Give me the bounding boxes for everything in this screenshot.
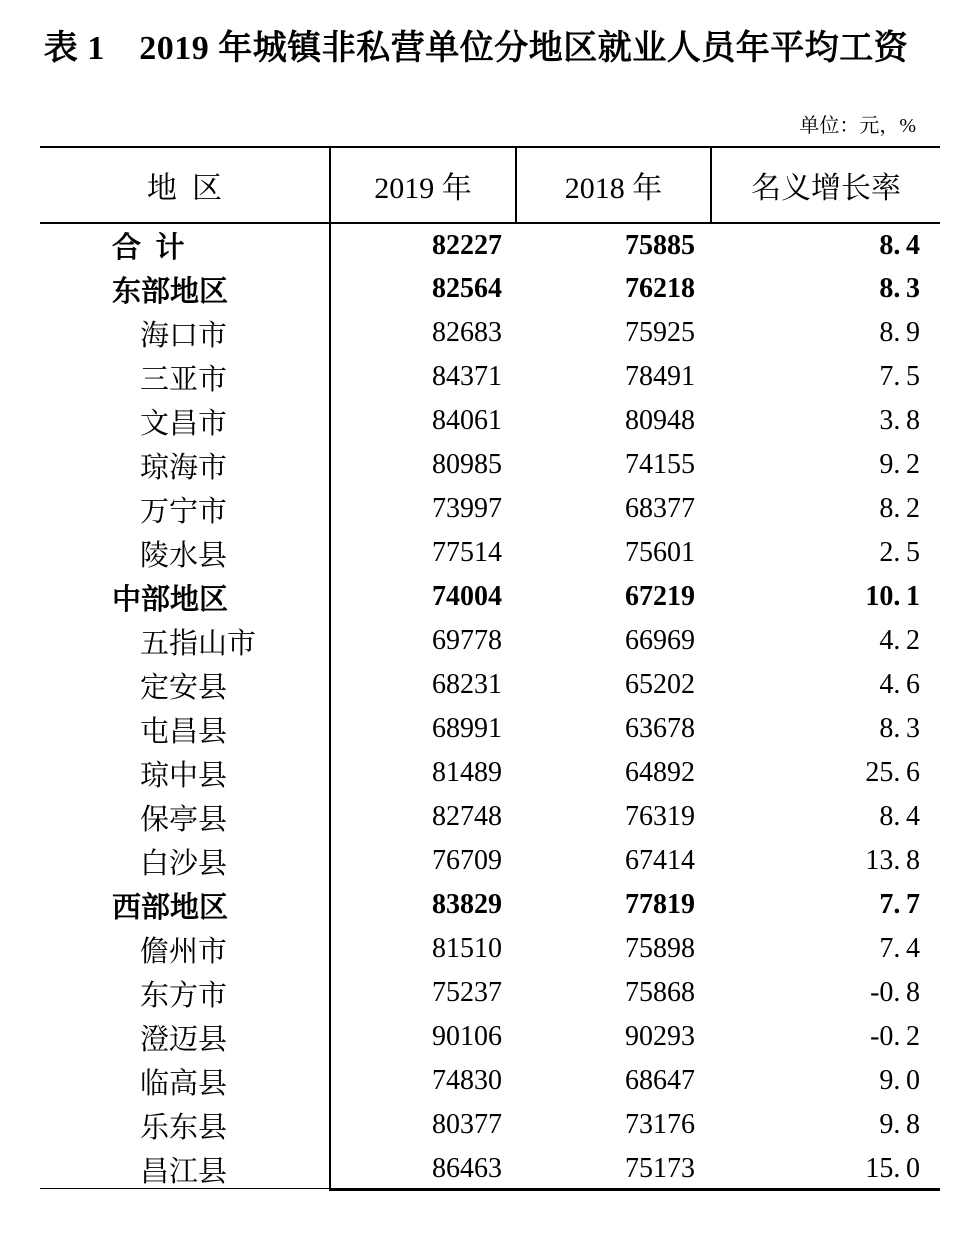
region-cell: 五指山市 [40,619,330,663]
table-bottom-rule-right [330,1188,940,1191]
value-2018-cell: 63678 [625,713,695,744]
table-row [40,971,940,1015]
value-2018-cell: 68377 [625,493,695,524]
value-2018-cell: 75601 [625,537,695,568]
value-2018-cell: 75925 [625,317,695,348]
value-2019-cell: 73997 [432,493,502,524]
value-2019-cell: 81510 [432,933,502,964]
region-cell: 陵水县 [40,531,330,575]
value-2019-cell: 68231 [432,669,502,700]
table-row [40,223,940,267]
table-row [40,839,940,883]
value-2018-cell: 67219 [625,581,695,612]
region-cell: 定安县 [40,663,330,707]
wage-table [40,146,940,1191]
growth-rate-cell: 7. 5 [879,361,920,392]
value-2019-cell: 77514 [432,537,502,568]
region-cell: 东部地区 [40,267,330,311]
value-2019-cell: 74004 [432,581,502,612]
table-row [40,1103,940,1147]
table-row [40,795,940,839]
wage-table-grid [40,146,940,1191]
growth-rate-cell: -0. 2 [870,1021,920,1052]
growth-rate-cell: 7. 4 [879,933,920,964]
value-2019-cell: 69778 [432,625,502,656]
growth-rate-cell: 8. 2 [879,493,920,524]
table-row [40,1059,940,1103]
value-2018-cell: 76319 [625,801,695,832]
value-2018-cell: 65202 [625,669,695,700]
region-cell: 中部地区 [40,575,330,619]
unit-note: 单位：元，% [799,115,916,137]
value-2018-cell: 75885 [625,229,695,261]
region-cell: 海口市 [40,311,330,355]
region-cell: 三亚市 [40,355,330,399]
value-2019-cell: 86463 [432,1153,502,1184]
region-cell: 屯昌县 [40,707,330,751]
region-cell: 合 计 [40,223,330,267]
value-2019-cell: 80985 [432,449,502,480]
value-2019-cell: 81489 [432,757,502,788]
growth-rate-cell: 4. 6 [879,669,920,700]
table-row [40,267,940,311]
value-2019-cell: 75237 [432,977,502,1008]
value-2018-cell: 76218 [625,273,695,304]
header-row [40,147,940,223]
region-cell: 儋州市 [40,927,330,971]
table-row [40,311,940,355]
table-row [40,1015,940,1059]
value-2018-cell: 75173 [625,1153,695,1184]
value-2019-cell: 74830 [432,1065,502,1096]
growth-rate-cell: 8. 4 [879,229,920,261]
table-row [40,575,940,619]
growth-rate-cell: 9. 0 [879,1065,920,1096]
region-cell: 乐东县 [40,1103,330,1147]
value-2018-cell: 77819 [625,889,695,920]
region-cell: 昌江县 [40,1147,330,1191]
value-2019-cell: 82683 [432,317,502,348]
table-row [40,399,940,443]
value-2018-cell: 78491 [625,361,695,392]
table-row [40,663,940,707]
value-2018-cell: 68647 [625,1065,695,1096]
table-bottom-rule-left [40,1188,330,1189]
value-2019-cell: 84371 [432,361,502,392]
growth-rate-cell: 13. 8 [865,845,920,876]
table-row [40,619,940,663]
region-cell: 临高县 [40,1059,330,1103]
value-2018-cell: 80948 [625,405,695,436]
col-header-2018: 2018 年 [516,147,711,223]
table-row [40,751,940,795]
growth-rate-cell: 7. 7 [879,889,920,920]
table-row [40,1147,940,1191]
region-cell: 万宁市 [40,487,330,531]
table-row [40,707,940,751]
value-2018-cell: 67414 [625,845,695,876]
growth-rate-cell: 8. 3 [879,273,920,304]
table-row [40,443,940,487]
region-cell: 琼中县 [40,751,330,795]
col-header-region: 地 区 [40,147,330,223]
value-2019-cell: 83829 [432,889,502,920]
value-2019-cell: 82748 [432,801,502,832]
value-2019-cell: 90106 [432,1021,502,1052]
value-2019-cell: 82227 [432,229,502,261]
value-2019-cell: 80377 [432,1109,502,1140]
value-2018-cell: 75898 [625,933,695,964]
value-2018-cell: 75868 [625,977,695,1008]
value-2018-cell: 66969 [625,625,695,656]
table-row [40,531,940,575]
value-2018-cell: 73176 [625,1109,695,1140]
growth-rate-cell: 8. 3 [879,713,920,744]
table-row [40,355,940,399]
value-2019-cell: 82564 [432,273,502,304]
region-cell: 文昌市 [40,399,330,443]
table-row [40,883,940,927]
growth-rate-cell: 2. 5 [879,537,920,568]
growth-rate-cell: 25. 6 [865,757,920,788]
region-cell: 白沙县 [40,839,330,883]
value-2018-cell: 90293 [625,1021,695,1052]
growth-rate-cell: 4. 2 [879,625,920,656]
table-row [40,487,940,531]
region-cell: 琼海市 [40,443,330,487]
value-2018-cell: 74155 [625,449,695,480]
growth-rate-cell: 9. 2 [879,449,920,480]
growth-rate-cell: 3. 8 [879,405,920,436]
growth-rate-cell: 8. 4 [879,801,920,832]
value-2018-cell: 64892 [625,757,695,788]
col-header-2019: 2019 年 [330,147,516,223]
growth-rate-cell: 10. 1 [865,581,920,612]
growth-rate-cell: 8. 9 [879,317,920,348]
region-cell: 西部地区 [40,883,330,927]
region-cell: 澄迈县 [40,1015,330,1059]
value-2019-cell: 76709 [432,845,502,876]
col-header-growth: 名义增长率 [711,147,940,223]
value-2019-cell: 84061 [432,405,502,436]
growth-rate-cell: 15. 0 [865,1153,920,1184]
growth-rate-cell: 9. 8 [879,1109,920,1140]
region-cell: 保亭县 [40,795,330,839]
region-cell: 东方市 [40,971,330,1015]
growth-rate-cell: -0. 8 [870,977,920,1008]
table-row [40,927,940,971]
table-title: 表 1 2019 年城镇非私营单位分地区就业人员年平均工资 [43,30,909,67]
value-2019-cell: 68991 [432,713,502,744]
